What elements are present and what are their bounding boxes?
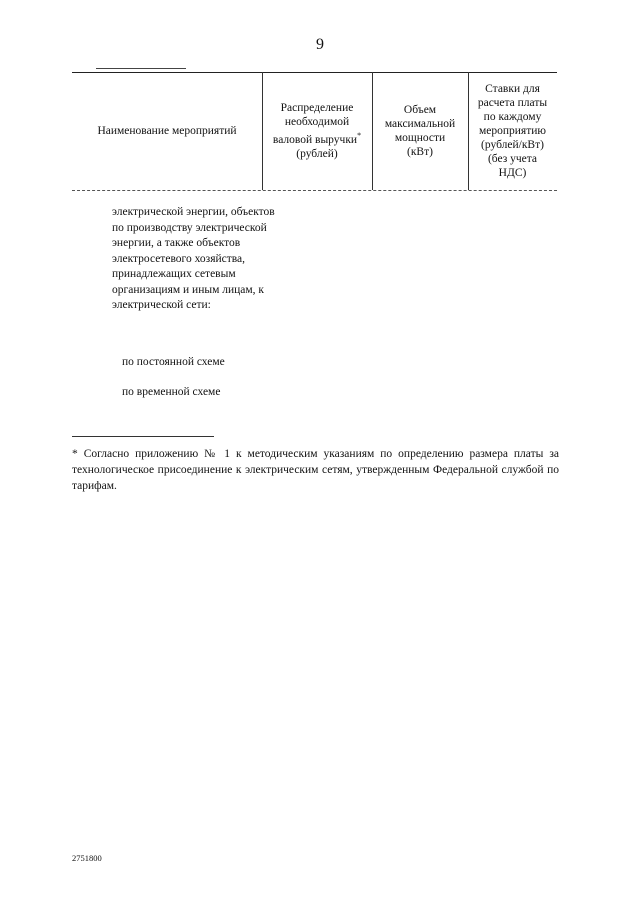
header-event-name: Наименование мероприятий <box>97 125 237 137</box>
page-number: 9 <box>316 36 324 53</box>
header-max-capacity: Объем максимальной мощности (кВт) <box>384 104 456 158</box>
document-code: 2751800 <box>72 853 102 863</box>
header-rates: Ставки для расчета платы по каждому мероприятию (рублей/кВт) (без учета НДС) <box>477 83 548 179</box>
sub-item-temporary: по временной схеме <box>122 386 221 398</box>
footnote-separator <box>72 436 214 437</box>
header-revenue-distribution: Распределение необходимой валовой выручки* (рублей) <box>272 102 362 160</box>
footnote-mark: * <box>357 131 362 141</box>
scan-mark <box>96 68 186 69</box>
row-description: электрической энергии, объектов по производству электрической энергии, а также объектов электросетевого хозяйства, принадлежащих сетевым организациям и иным лицам, к электрической сети: <box>112 206 275 311</box>
table-header <box>72 72 557 190</box>
sub-item-permanent: по постоянной схеме <box>122 356 225 368</box>
table-header-bottom-rule <box>72 190 557 191</box>
footnote: * Согласно приложению № 1 к методическим указаниям по определению размера платы за технологическое присоединение к электрическим сетям, утвержденным Федеральной службой по тарифам. <box>72 448 559 492</box>
